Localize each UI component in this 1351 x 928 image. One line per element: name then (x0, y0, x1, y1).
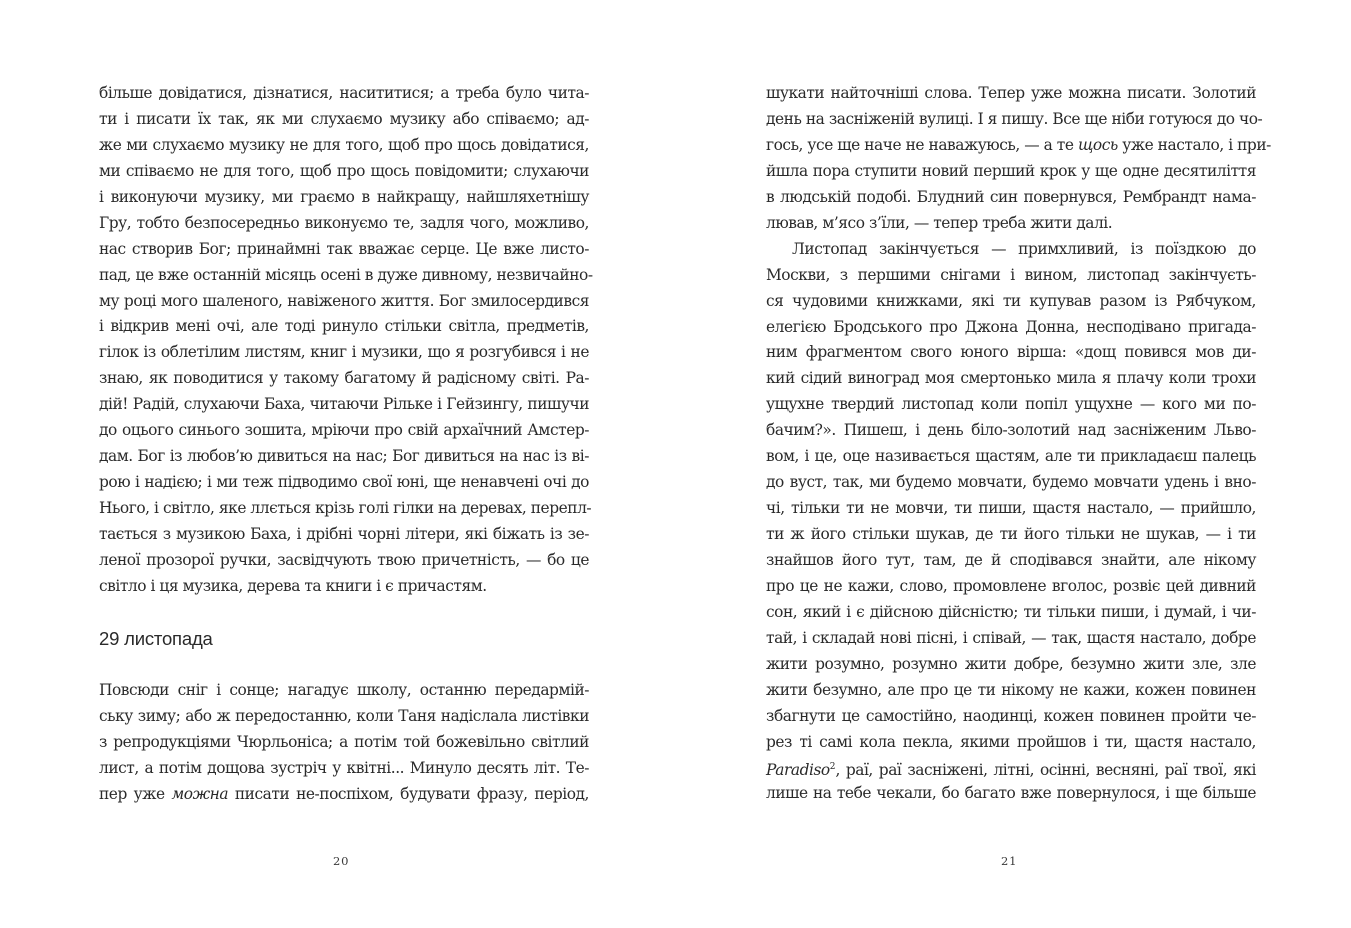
text-line: знаю, як поводитися у такому багатому й радісному світі. Ра- (99, 369, 589, 388)
right-paragraph-2 (766, 237, 1256, 808)
text-line: рою і надією; і ми теж підводимо свої юні, ще ненавчені очі до (99, 473, 589, 492)
page-number-right: 21 (1001, 854, 1018, 868)
text-line: дій! Радій, слухаючи Баха, читаючи Рільке і Гейзингу, пишучи (99, 395, 589, 414)
text-line: до оцього синього зошита, мріючи про свій архаїчний Амстер- (99, 421, 589, 440)
text-line: більше довідатися, дізнатися, насититися; а треба було чита- (99, 84, 589, 102)
page-number-left: 20 (333, 854, 350, 868)
text-line (766, 755, 1256, 781)
text-line: лював, м’ясо з’їли, — тепер треба жити далі. (766, 213, 1113, 232)
text-line: і виконуючи музику, ми граємо в найкращу, найшляхетнішу (99, 187, 589, 206)
text-line: ущухне твердий листопад коли попіл ущухне — кого ми по- (766, 395, 1256, 414)
text-run: , раї, раї засніжені, літні, осінні, весняні, раї твої, які (835, 761, 1256, 780)
text-line: і відкрив мені очі, але тоді ринуло стільки світла, предметів, (99, 317, 589, 336)
right-paragraph-1 (766, 81, 1271, 237)
text-line: же ми слухаємо музику не для того, щоб про щось довідатися, (99, 135, 589, 154)
text-line: Листопад закінчується — примхливий, із поїздкою до (792, 239, 1256, 258)
text-line: елегією Бродського про Джона Донна, несподівано пригада- (766, 317, 1256, 336)
text-line: жити розумно, розумно жити добре, безумно жити зле, зле (766, 654, 1256, 673)
text-line: лише на тебе чекали, бо багато вже повернулося, і ще більше (766, 784, 1256, 803)
text-line: вом, і це, оце називається щастям, але ти прикладаєш палець (766, 447, 1256, 466)
text-line: рез ті самі кола пекла, якими пройшов і ти, щастя настало, (766, 732, 1256, 751)
text-line: жити безумно, але про це ти нікому не кажи, кожен повинен (766, 680, 1256, 699)
text-line: про це не кажи, слово, промовлене вголос, розвіє цей дивний (766, 576, 1256, 595)
text-line: йшла пора ступити новий перший крок у ще одне десятиліття (766, 161, 1256, 180)
text-line: кий сідий виноград моя смертонько мила я плачу коли трохи (766, 369, 1256, 388)
italic-word: щось (1077, 135, 1118, 154)
text-line: ти і писати їх так, як ми слухаємо музику або співаємо; ад- (99, 109, 589, 128)
text-line: чі, тільки ти не мовчи, ти пиши, щастя настало, — прийшло, (766, 499, 1256, 518)
text-line: ним фрагментом свого юного вірша: «дощ повився мов ди- (766, 343, 1256, 362)
text-line (766, 133, 1271, 159)
text-line: бачим?». Пишеш, і день біло-золотий над засніженим Льво- (766, 421, 1256, 440)
text-run: пер уже (99, 784, 172, 803)
right-page (675, 0, 1351, 928)
italic-word: можна (171, 784, 229, 803)
text-line: лист, а потім дощова зустріч у квітні... Минуло десять літ. Те- (99, 758, 589, 777)
text-run: уже настало, і при- (1117, 135, 1271, 154)
text-line: Гру, тобто безпосередньо виконуємо те, задля чого, можливо, (99, 213, 589, 232)
text-line: збагнути це самостійно, наодинці, кожен повинен пройти че- (766, 706, 1256, 725)
text-line: тай, і складай нові пісні, і співай, — так, щастя настало, добре (766, 628, 1256, 647)
text-line: з репродукціями Чюрльоніса; а потім той божевільно світлий (99, 732, 589, 751)
text-line: ся чудовими книжками, які ти купував разом із Рябчуком, (766, 291, 1256, 310)
text-line: до вуст, так, ми будемо мовчати, будемо мовчати удень і вно- (766, 473, 1256, 492)
text-line: сон, який і є дійсною дійсністю; ти тільки пиши, і думай, і чи- (766, 602, 1256, 621)
text-line: Нього, і світло, яке ллється крізь голі гілки на деревах, перепл- (99, 499, 592, 517)
left-paragraph-1 (99, 81, 593, 600)
text-line: світло і ця музика, дерева та книги і є причастям. (99, 576, 487, 595)
text-line: пад, це вже останній місяць осені в дуже дивному, незвичайно- (99, 265, 593, 284)
text-line: тається з музикою Баха, і дрібні чорні літери, які біжать із зе- (99, 524, 589, 543)
section-heading-date: 29 листопада (99, 628, 213, 649)
text-line: знайшов його тут, там, де й сподівався знайти, але нікому (766, 550, 1256, 569)
left-paragraph-2 (99, 678, 589, 808)
text-line: Москви, з першими снігами і вином, листопад закінчуєть- (766, 265, 1256, 284)
text-line: ми співаємо не для того, щоб про щось повідомити; слухаючи (99, 161, 589, 180)
text-line (99, 782, 589, 808)
text-line: нас створив Бог; принаймні так вважає серце. Це вже листо- (99, 239, 589, 258)
text-line: Повсюди сніг і сонце; нагадує школу, останню передармій- (99, 681, 589, 699)
text-line: в людській подобі. Блудний син повернувся, Рембрандт нама- (766, 187, 1256, 206)
text-line: гілок із облетілим листям, книг і музики, що я розгубився і не (99, 343, 589, 362)
text-line: му році мого шаленого, навіженого життя. Бог змилосердився (99, 291, 589, 310)
text-run: гось, усе ще наче не наважуюсь, — а те (766, 135, 1078, 154)
text-line: день на засніженій вулиці. І я пишу. Все ще ніби готуюся до чо- (766, 109, 1263, 128)
text-line: шукати найточніші слова. Тепер уже можна писати. Золотий (766, 84, 1256, 102)
text-line: ти ж його стільки шукав, де ти його тільки не шукав, — і ти (766, 525, 1256, 543)
text-run: писати не-поспіхом, будувати фразу, період, (228, 784, 589, 803)
text-line: леної прозорої ручки, засвідчують твою причетність, — бо це (99, 550, 589, 569)
italic-word: Paradiso (766, 761, 830, 780)
left-page (0, 0, 675, 928)
text-line: ську зиму; або ж передостанню, коли Таня надіслала листівки (99, 706, 589, 725)
footnote-marker[interactable]: 2 (829, 762, 836, 773)
text-line: дам. Бог із любов’ю дивиться на нас; Бог дивиться на нас із ві- (99, 447, 589, 466)
